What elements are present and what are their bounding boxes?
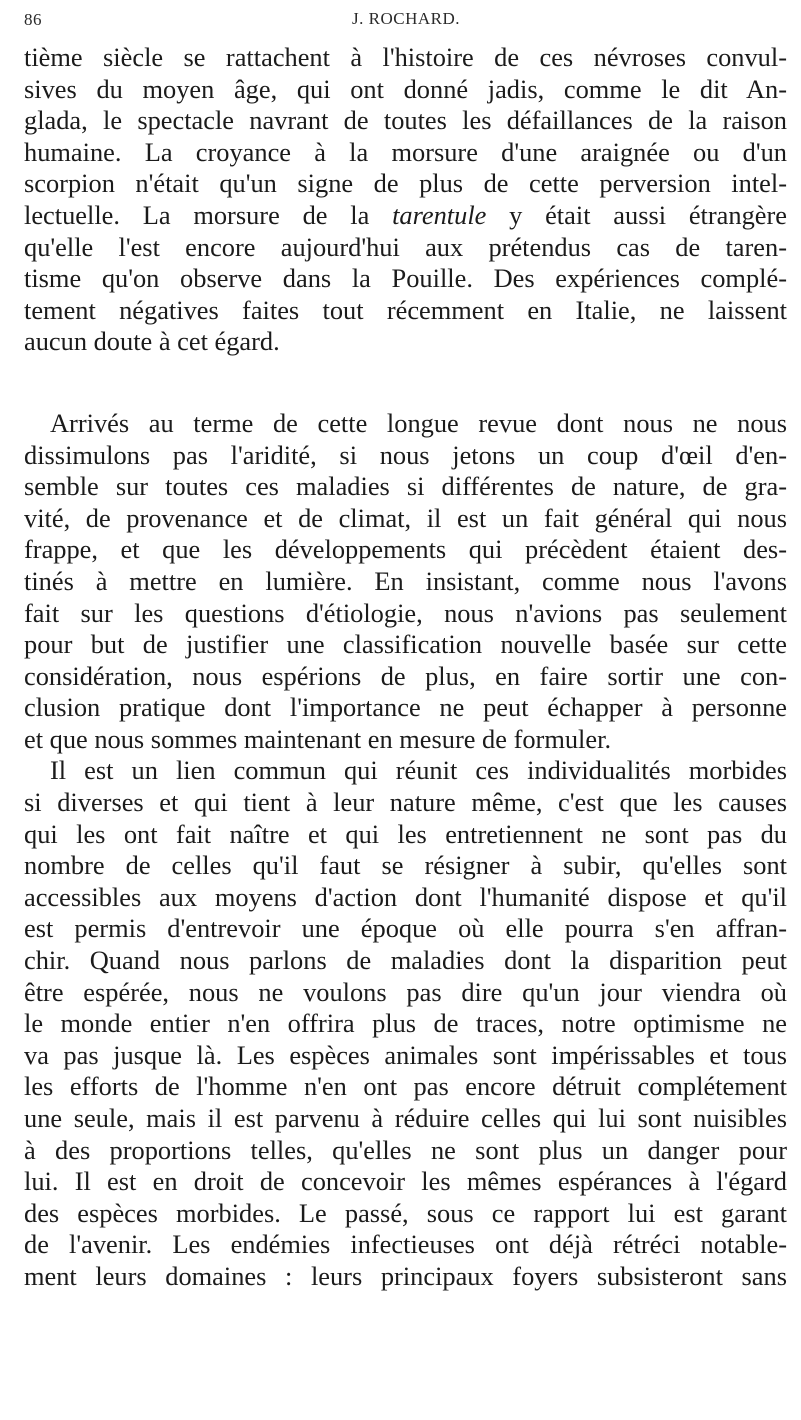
header-author: J. ROCHARD. — [352, 9, 460, 28]
text-line-with-italic — [24, 200, 787, 232]
text-fragment: y était aussi étrangère — [509, 199, 787, 230]
page-number: 86 — [24, 10, 42, 29]
text-line: va pas jusque là. Les espèces animales sont impérissables et tous — [24, 1039, 787, 1070]
paragraph-3 — [24, 755, 787, 1292]
paragraph-spacer — [24, 358, 787, 408]
text-line: sives du moyen âge, qui ont donné jadis, comme le dit An- — [24, 73, 787, 104]
text-line: Arrivés au terme de cette longue revue dont nous ne nous — [50, 407, 787, 438]
text-line: pour but de justifier une classification nouvelle basée sur cette — [24, 629, 787, 660]
text-line: humaine. La croyance à la morsure d'une araignée ou d'un — [24, 136, 787, 167]
text-line: accessibles aux moyens d'action dont l'humanité dispose et qu'il — [24, 881, 787, 912]
text-line: aucun doute à cet égard. — [24, 326, 280, 357]
text-line: les efforts de l'homme n'en ont pas encore détruit complétement — [24, 1071, 787, 1102]
text-line: vité, de provenance et de climat, il est un fait général qui nous — [24, 502, 787, 533]
text-line: le monde entier n'en offrira plus de traces, notre optimisme ne — [24, 1008, 787, 1039]
text-line: à des proportions telles, qu'elles ne sont plus un danger pour — [24, 1134, 787, 1165]
italic-term: tarentule — [392, 199, 487, 230]
text-line: de l'avenir. Les endémies infectieuses ont déjà rétréci notable- — [24, 1229, 787, 1260]
text-line: dissimulons pas l'aridité, si nous jetons un coup d'œil d'en- — [24, 439, 787, 470]
text-line: glada, le spectacle navrant de toutes les défaillances de la raison — [24, 105, 787, 136]
text-line: qui les ont fait naître et qui les entretiennent ne sont pas du — [24, 818, 787, 849]
text-line: si diverses et qui tient à leur nature même, c'est que les causes — [24, 787, 787, 818]
text-line: chir. Quand nous parlons de maladies dont la disparition peut — [24, 945, 787, 976]
text-line: tisme qu'on observe dans la Pouille. Des expériences complé- — [24, 263, 787, 294]
paragraph-1 — [24, 42, 787, 358]
text-line: tement négatives faites tout récemment en Italie, ne laissent — [24, 294, 787, 325]
text-line: nombre de celles qu'il faut se résigner à subir, qu'elles sont — [24, 850, 787, 881]
text-line: qu'elle l'est encore aujourd'hui aux prétendus cas de taren- — [24, 231, 787, 262]
text-line: lui. Il est en droit de concevoir les mêmes espérances à l'égard — [24, 1166, 787, 1197]
text-line: scorpion n'était qu'un signe de plus de cette perversion intel- — [24, 168, 787, 199]
text-line: des espèces morbides. Le passé, sous ce rapport lui est garant — [24, 1197, 787, 1228]
running-head — [24, 0, 787, 36]
body-text — [24, 42, 787, 1293]
text-line: semble sur toutes ces maladies si différentes de nature, de gra- — [24, 471, 787, 502]
text-line: clusion pratique dont l'importance ne peut échapper à personne — [24, 692, 787, 723]
text-fragment: lectuelle. La morsure de la — [24, 199, 370, 230]
text-line: tième siècle se rattachent à l'histoire de ces névroses convul- — [24, 42, 787, 72]
text-line: considération, nous espérions de plus, en faire sortir une con- — [24, 660, 787, 691]
text-line: et que nous sommes maintenant en mesure de formuler. — [24, 723, 612, 754]
text-line: fait sur les questions d'étiologie, nous n'avions pas seulement — [24, 597, 787, 628]
text-line: tinés à mettre en lumière. En insistant, comme nous l'avons — [24, 565, 787, 596]
text-line: Il est un lien commun qui réunit ces individualités morbides — [50, 755, 787, 786]
text-line: être espérée, nous ne voulons pas dire qu'un jour viendra où — [24, 976, 787, 1007]
text-line: une seule, mais il est parvenu à réduire celles qui lui sont nuisibles — [24, 1103, 787, 1133]
paragraph-2 — [24, 408, 787, 756]
text-line: frappe, et que les développements qui précèdent étaient des- — [24, 534, 787, 565]
text-line: est permis d'entrevoir une époque où elle pourra s'en affran- — [24, 913, 787, 944]
text-line: ment leurs domaines : leurs principaux foyers subsisteront sans — [24, 1260, 787, 1291]
